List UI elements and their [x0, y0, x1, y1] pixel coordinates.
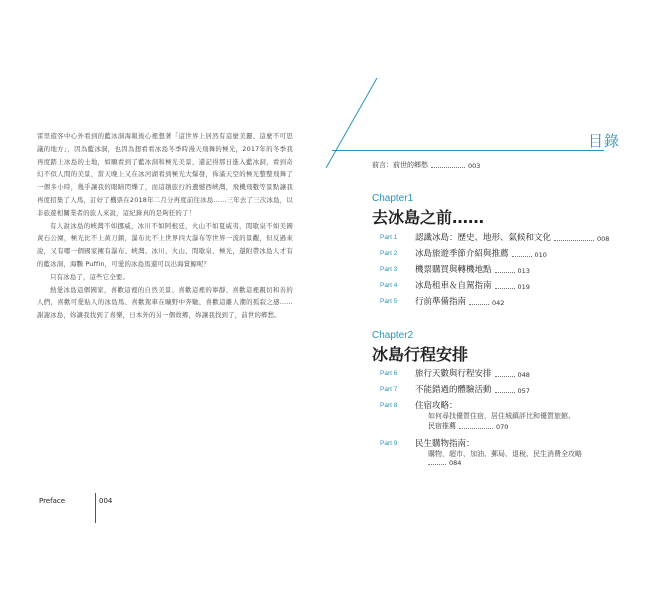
leader-dots	[431, 167, 465, 168]
toc-page-number: 008	[597, 235, 610, 243]
toc-page-number: 070	[496, 423, 509, 431]
page-number: 004	[99, 497, 113, 505]
leader-dots	[495, 376, 515, 377]
toc-page-number: 013	[517, 267, 530, 275]
toc-entry	[415, 263, 530, 275]
toc-page-number: 042	[492, 299, 505, 307]
leader-dots	[554, 240, 594, 241]
leader-dots	[512, 256, 532, 257]
toc-entry	[415, 295, 504, 307]
toc-entry-subtitle: 購物，超市、加油、郵局、退稅、民生消費全攻略	[428, 450, 582, 458]
toc-divider	[332, 150, 604, 151]
part-label: Part 8	[380, 402, 398, 409]
toc-entry-title: 機票購買與轉機地點	[415, 265, 492, 275]
toc-entry-title: 民生購物指南：	[415, 439, 475, 449]
toc-entry	[415, 247, 547, 259]
chapter-title: 去冰島之前……	[372, 208, 485, 227]
preface-paragraph: 熱愛冰島這個國家，喜歡這裡的自然美景、喜歡這裡的寧靜、喜歡這裡親切和善的人們，喜歡可愛貼人的冰島馬、喜歡駕車在曠野中奔馳，喜歡這離人潮的孤寂之感……謝謝冰島，妳讓我找到了喜樂，日本外的另一個故鄉，妳讓我找到了，前世的鄉愁。	[37, 285, 293, 320]
toc-entry	[415, 231, 609, 243]
toc-entry-title: 不能錯過的體驗活動	[415, 385, 492, 395]
toc-entry-subtitle-line	[428, 421, 508, 431]
part-label: Part 6	[380, 370, 398, 377]
part-label: Part 7	[380, 386, 398, 393]
preface-paragraph: 只有冰島了，這些它全要。	[50, 272, 130, 281]
toc-entry-title: 住宿攻略：	[415, 401, 458, 411]
toc-page-number: 010	[534, 251, 547, 259]
toc-entry-title: 旅行天數與行程安排	[415, 369, 492, 379]
toc-entry-subtitle: 民宿推薦	[428, 422, 456, 430]
toc-page-number: 003	[468, 162, 481, 170]
part-label: Part 3	[380, 266, 398, 273]
toc-entry-title: 行前準備指南	[415, 297, 467, 307]
part-label: Part 5	[380, 298, 398, 305]
leader-dots	[495, 288, 515, 289]
toc-page-number: 057	[517, 387, 530, 395]
toc-entry-title: 冰島租車＆自駕指南	[415, 281, 492, 291]
leader-dots	[495, 272, 515, 273]
part-label: Part 2	[380, 250, 398, 257]
preface-paragraph: 有人說冰島的峽灣不如挪威，冰川不如阿根廷，火山不如夏威夷，間歇泉不如美國黃石公園，極光比不上黃刀鎮，瀑布比不上世界四大瀑布等世界一流的景觀，但反過來說，又有哪一個國家擁有瀑布、峽灣、冰川、火山、間歇泉、極光，還附帶冰島人才有的藍冰洞，海鸚 Puffin，可愛的冰島馬還可以出海賞鯨呢？	[37, 221, 293, 268]
left-page-footer	[37, 493, 157, 513]
footer-divider	[95, 493, 96, 523]
toc-entry	[415, 399, 458, 411]
toc-entry	[415, 437, 475, 449]
part-label: Part 1	[380, 234, 398, 241]
part-label: Part 4	[380, 282, 398, 289]
leader-dots	[459, 428, 493, 429]
toc-page-number: 048	[517, 371, 530, 379]
preface-body	[37, 130, 293, 322]
toc-page-number: 019	[517, 283, 530, 291]
section-label: Preface	[39, 497, 66, 505]
chapter-label: Chapter2	[372, 330, 414, 341]
toc-entry	[415, 279, 530, 291]
chapter-label: Chapter1	[372, 193, 414, 204]
part-label: Part 9	[380, 440, 398, 447]
leader-dots	[428, 464, 446, 465]
toc-entry-subtitle: 如何尋找優質住宿，居住城鎮評比和優質旅館、	[428, 412, 575, 420]
toc-entry-subtitle-line	[428, 459, 461, 467]
toc-entry-title: 認識冰島：歷史、地形、氣候和文化	[415, 233, 552, 243]
toc-entry-title: 冰島旅遊季節介紹與推薦	[415, 249, 509, 259]
toc-title: 目錄	[588, 132, 621, 150]
toc-entry	[415, 383, 530, 395]
toc-entry-preface	[372, 160, 480, 170]
chapter-title: 冰島行程安排	[372, 345, 469, 364]
leader-dots	[495, 392, 515, 393]
preface-paragraph: 雷里遊客中心外看到的藍冰洞海報後心裡想著「這世界上居然有這麼美麗、這麼不可思議的地方」，因為藍冰洞，也因為想看看冰島冬季時漫天飛舞的極光，2017年的冬季我再度踏上冰島的土地，如願看到了藍冰洞和極光美景，還記得那日進入藍冰洞，看到奇幻不似人間的美景，當天晚上又在冰河湖看到極光大爆發，佈滿天空的極光整整飛舞了一個多小時，幾乎讓我的眼睛閃爍了，而這趟旅行的遺憾西峽灣，飛機飛數等景點讓我再度招集了人馬，訂好了機票在2018年二月分再度前往冰島……三年去了三次冰島，以非旅遊相關業者的旅人來說，這紀錄真的是夠狂的了！	[37, 132, 293, 217]
leader-dots	[469, 304, 489, 305]
toc-entry	[415, 367, 530, 379]
toc-page-number: 084	[449, 459, 462, 467]
toc-entry-title: 前言：前世的鄉愁	[372, 161, 428, 169]
